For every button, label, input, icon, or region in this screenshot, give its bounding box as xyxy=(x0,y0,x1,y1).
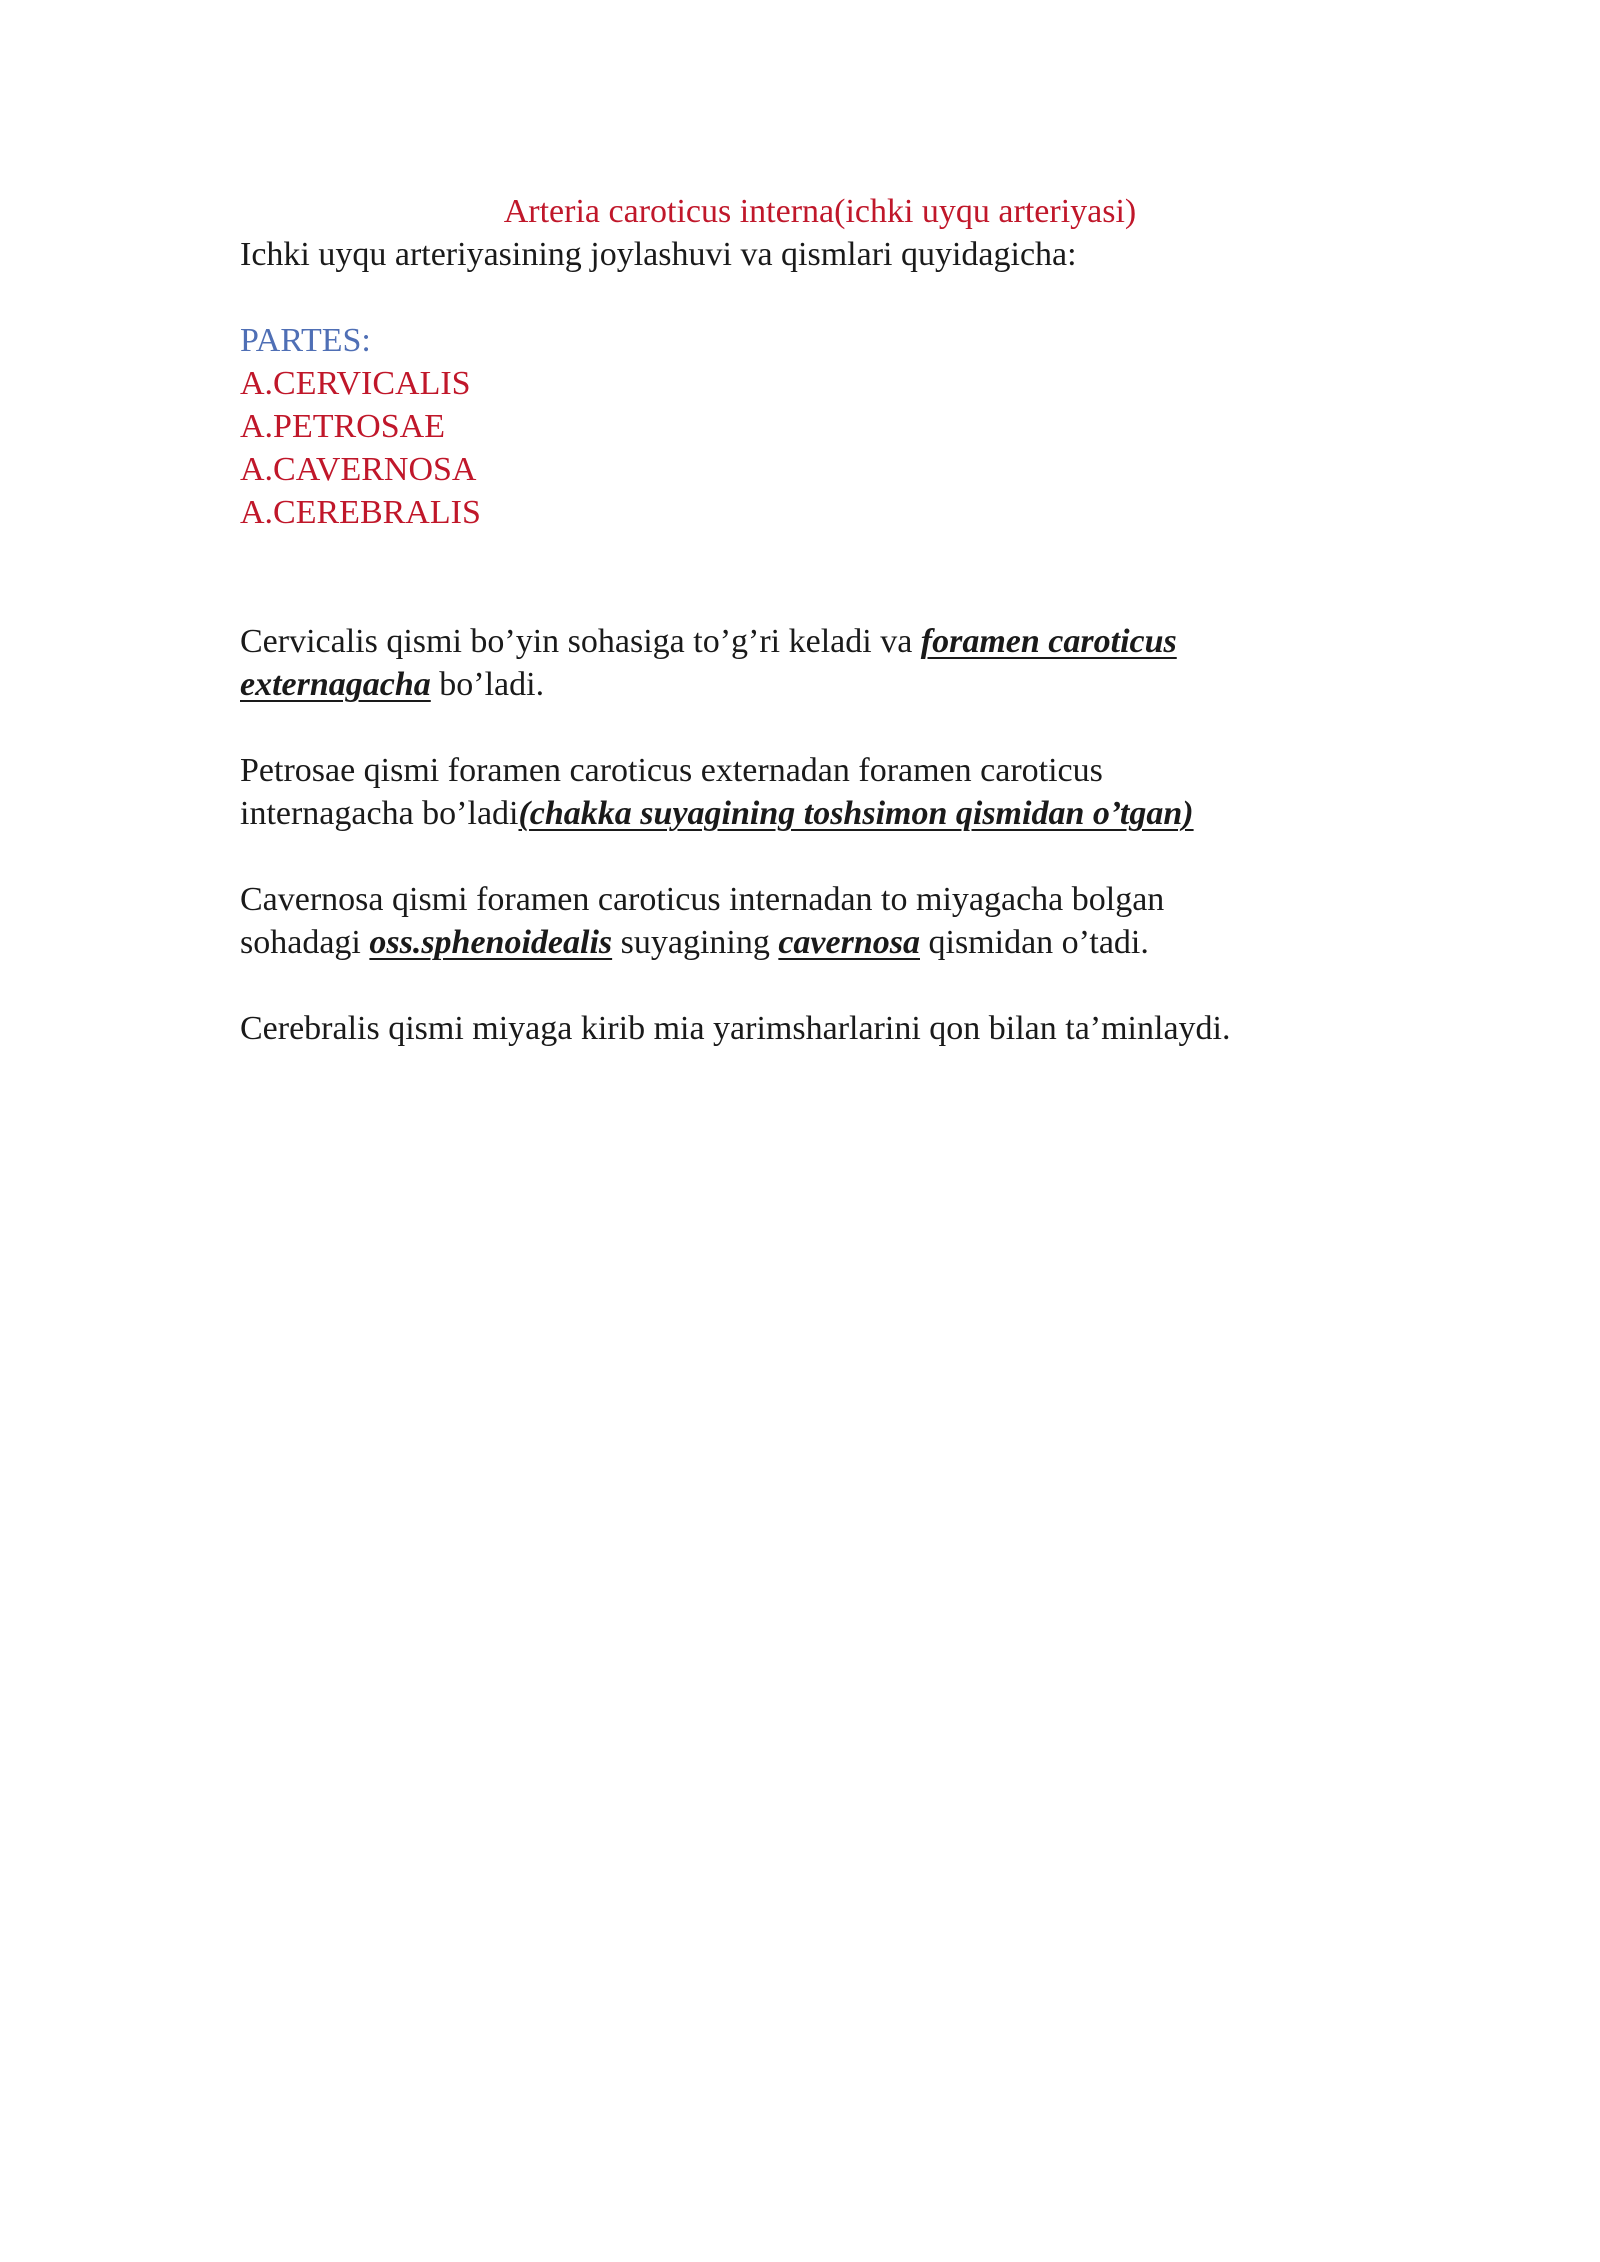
emphasized-term: externagacha xyxy=(240,666,431,703)
page-title: Arteria caroticus interna(ichki uyqu arteriyasi) xyxy=(503,193,1137,230)
paragraph-cervicalis xyxy=(240,620,1360,706)
paragraph-text: qismidan o’tadi. xyxy=(920,924,1149,961)
partes-heading: PARTES: xyxy=(240,322,371,359)
partes-item-cavernosa: A.CAVERNOSA xyxy=(240,451,477,488)
paragraph-cavernosa xyxy=(240,878,1360,964)
paragraph-text: Cavernosa qismi foramen caroticus internadan to miyagacha bolgan xyxy=(240,881,1165,918)
spacer xyxy=(240,964,1360,1007)
partes-item-cervicalis: A.CERVICALIS xyxy=(240,365,471,402)
spacer xyxy=(240,534,1360,620)
spacer xyxy=(240,706,1360,749)
partes-item-cerebralis: A.CEREBRALIS xyxy=(240,494,481,531)
paragraph-text: internagacha bo’ladi xyxy=(240,795,519,832)
emphasized-term: cavernosa xyxy=(778,924,920,961)
intro-text: Ichki uyqu arteriyasining joylashuvi va qismlari quyidagicha: xyxy=(240,236,1077,273)
emphasized-term: (chakka suyagining toshsimon qismidan o’tgan) xyxy=(518,795,1194,832)
emphasized-term: oss.sphenoidealis xyxy=(369,924,613,961)
paragraph-petrosae xyxy=(240,749,1360,835)
emphasized-term: foramen caroticus xyxy=(920,623,1177,660)
paragraph-text: Cervicalis qismi bo’yin sohasiga to’g’ri keladi va xyxy=(240,623,921,660)
paragraph-text: bo’ladi. xyxy=(430,666,545,703)
spacer xyxy=(240,276,1360,319)
paragraph-text: Petrosae qismi foramen caroticus externadan foramen caroticus xyxy=(240,752,1103,789)
partes-item-petrosae: A.PETROSAE xyxy=(240,408,445,445)
spacer xyxy=(240,835,1360,878)
paragraph-text: sohadagi xyxy=(240,924,370,961)
paragraph-text: suyagining xyxy=(612,924,779,961)
document-content xyxy=(240,190,1360,1050)
paragraph-text: Cerebralis qismi miyaga kirib mia yarimsharlarini qon bilan ta’minlaydi. xyxy=(240,1010,1231,1047)
paragraph-cerebralis xyxy=(240,1007,1360,1050)
